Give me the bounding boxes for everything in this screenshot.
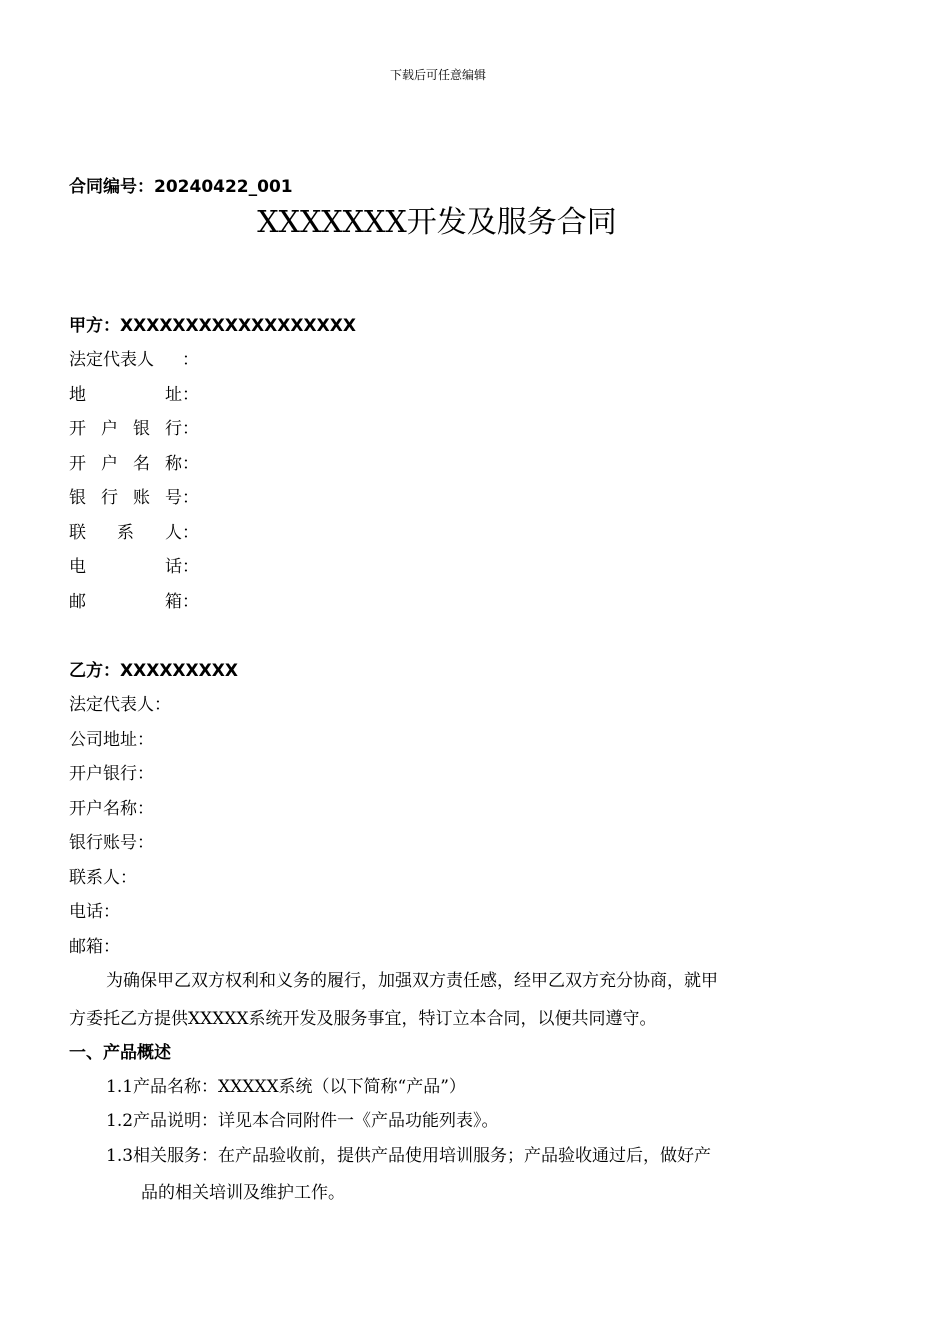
section-1-item-1: 1.1产品名称：XXXXX系统（以下简称“产品”） [106,1077,466,1097]
party-b-heading: 乙方：XXXXXXXXX [69,661,238,681]
field-separator: ： [182,523,199,543]
section-1-item-2: 1.2产品说明：详见本合同附件一《产品功能列表》。 [106,1111,499,1131]
contract-number: 合同编号：20240422_001 [69,177,293,197]
field-label [69,556,182,578]
party-b-field-contact: 联系人： [69,868,137,888]
party-b-field-legal-rep: 法定代表人： [69,695,171,715]
section-1-item-3-continued: 品的相关培训及维护工作。 [141,1183,345,1203]
party-b-field-email: 邮箱： [69,937,120,957]
field-label-char: 人 [165,523,182,543]
field-label-char: 称 [165,454,182,474]
field-separator: ： [182,419,199,439]
field-label-char: 电 [69,557,86,577]
field-label-char: 行 [101,488,118,508]
field-label-char: 邮 [69,592,86,612]
field-label-char: 名 [133,454,150,474]
party-a-field-bank [69,418,199,440]
field-label-char: 联 [69,523,86,543]
party-b-field-bank: 开户银行： [69,764,154,784]
party-b-field-address: 公司地址： [69,730,154,750]
field-label [69,384,182,406]
party-a-field-contact [69,522,199,544]
field-label [69,591,182,613]
field-separator: ： [182,488,199,508]
field-label-char: 开 [69,419,86,439]
field-separator: ： [182,454,199,474]
field-separator: ： [182,385,199,405]
field-label [69,349,182,371]
party-b-field-phone: 电话： [69,902,120,922]
field-label-char: 户 [101,454,118,474]
party-a-field-email [69,591,199,613]
field-label-char: 开 [69,454,86,474]
field-separator: ： [182,557,199,577]
field-label-char: 址 [165,385,182,405]
field-label [69,418,182,440]
field-label-text: 法定代表人 [69,350,154,370]
field-label-char: 银 [133,419,150,439]
preamble-line-2: 方委托乙方提供XXXXX系统开发及服务事宜，特订立本合同，以便共同遵守。 [69,1009,657,1029]
field-label-char: 地 [69,385,86,405]
party-a-field-account-number [69,487,199,509]
party-b-field-account-number: 银行账号： [69,833,154,853]
field-label [69,487,182,509]
party-a-field-account-name [69,453,199,475]
field-separator: ： [182,350,199,370]
field-label-char: 银 [69,488,86,508]
party-a-field-phone [69,556,199,578]
field-label [69,453,182,475]
field-label-char: 户 [101,419,118,439]
contract-title: XXXXXXX开发及服务合同 [257,205,617,240]
field-label-char: 号 [165,488,182,508]
party-a-field-address [69,384,199,406]
party-a-field-legal-rep [69,349,199,371]
preamble-line-1: 为确保甲乙双方权利和义务的履行，加强双方责任感，经甲乙双方充分协商，就甲 [106,971,718,991]
field-label-char: 账 [133,488,150,508]
section-1-heading: 一、产品概述 [69,1043,171,1063]
section-1-item-3: 1.3相关服务：在产品验收前，提供产品使用培训服务；产品验收通过后，做好产 [106,1146,712,1166]
field-label-char: 话 [165,557,182,577]
field-label [69,522,182,544]
header-note: 下载后可任意编辑 [389,68,486,82]
field-label-char: 箱 [165,592,182,612]
field-separator: ： [182,592,199,612]
field-label-char: 系 [117,523,134,543]
party-a-heading: 甲方：XXXXXXXXXXXXXXXXXX [69,316,356,336]
field-label-char: 行 [165,419,182,439]
party-b-field-account-name: 开户名称： [69,799,154,819]
